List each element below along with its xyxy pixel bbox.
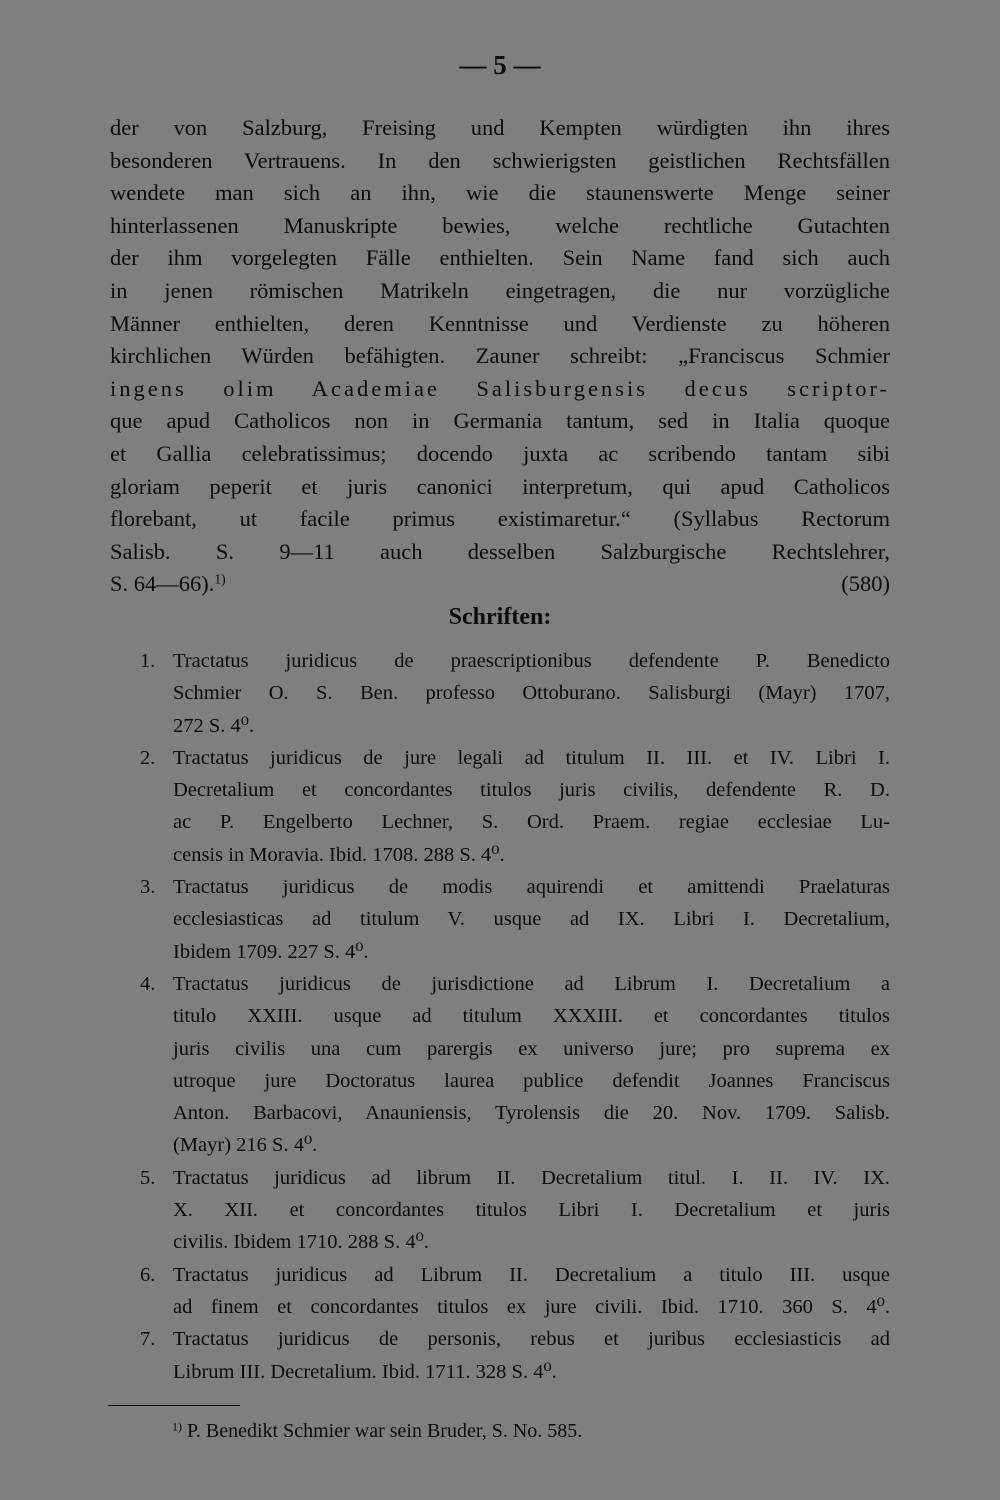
list-item (140, 645, 890, 742)
page-number: — 5 — (459, 50, 541, 80)
text-line: gloriam peperit et juris canonici interpretum, qui apud Catholicos (110, 473, 890, 499)
section-heading: Schriften: (448, 604, 552, 630)
entry-number: (580) (841, 571, 890, 597)
item-line: Tractatus juridicus de modis aquirendi et amittendi Praelaturas (173, 876, 890, 899)
text-line: et Gallia celebratissimus; docendo juxta ac scribendo tantam sibi (110, 440, 890, 466)
writings-list (140, 645, 890, 1388)
text-line: Salisb. S. 9—11 auch desselben Salzburgische Rechtslehrer, (110, 538, 890, 564)
item-line: 272 S. 4⁰. (173, 714, 255, 737)
item-line: Anton. Barbacovi, Anauniensis, Tyrolensis die 20. Nov. 1709. Salisb. (173, 1102, 890, 1125)
item-line: Librum III. Decretalium. Ibid. 1711. 328 S. 4⁰. (173, 1360, 557, 1383)
item-number: 4. (140, 972, 156, 995)
text-line: wendete man sich an ihn, wie die staunenswerte Menge seiner (110, 180, 890, 206)
item-number: 2. (140, 746, 156, 769)
item-line: titulo XXIII. usque ad titulum XXXIII. et concordantes titulos (173, 1005, 890, 1028)
text-line: Männer enthielten, deren Kenntnisse und Verdienste zu höheren (110, 310, 890, 336)
item-line: Tractatus juridicus de personis, rebus et juribus ecclesiasticis ad (173, 1328, 890, 1351)
item-number: 5. (140, 1166, 156, 1189)
item-line: X. XII. et concordantes titulos Libri I. Decretalium et juris (173, 1199, 890, 1222)
item-line: Decretalium et concordantes titulos juris civilis, defendente R. D. (173, 779, 890, 802)
body-paragraph (110, 112, 890, 601)
item-line: Tractatus juridicus de jurisdictione ad Librum I. Decretalium a (173, 972, 890, 995)
item-line: Tractatus juridicus ad librum II. Decretalium titul. I. II. IV. IX. (173, 1166, 890, 1189)
item-line: ecclesiasticas ad titulum V. usque ad IX. Libri I. Decretalium, (173, 908, 890, 931)
text-line: besonderen Vertrauens. In den schwierigsten geistlichen Rechtsfällen (110, 147, 890, 173)
item-line: Ibidem 1709. 227 S. 4⁰. (173, 940, 369, 963)
item-line: ad finem et concordantes titulos ex jure civili. Ibid. 1710. 360 S. 4⁰. (173, 1295, 890, 1318)
item-line: (Mayr) 216 S. 4⁰. (173, 1134, 318, 1157)
text-line-last (110, 568, 890, 601)
item-line: ac P. Engelberto Lechner, S. Ord. Praem. regiae ecclesiae Lu- (173, 811, 890, 834)
item-number: 1. (140, 650, 156, 672)
text-line: kirchlichen Würden befähigten. Zauner schreibt: „Franciscus Schmier (110, 343, 890, 369)
item-line: censis in Moravia. Ibid. 1708. 288 S. 4⁰. (173, 843, 505, 866)
item-number: 6. (140, 1263, 156, 1286)
text-line: der ihm vorgelegten Fälle enthielten. Sein Name fand sich auch (110, 245, 890, 271)
footnote-text: P. Benedikt Schmier war sein Bruder, S. No. 585. (182, 1420, 583, 1442)
item-line: utroque jure Doctoratus laurea publice defendit Joannes Franciscus (173, 1069, 890, 1092)
list-item (140, 871, 890, 968)
list-item (140, 1323, 890, 1388)
list-item (140, 1162, 890, 1259)
footnote-ref: 1) (214, 571, 226, 587)
list-item (140, 968, 890, 1162)
text-line: hinterlassenen Manuskripte bewies, welche rechtliche Gutachten (110, 212, 890, 238)
item-line: juris civilis una cum parergis ex universo jure; pro suprema ex (173, 1037, 890, 1060)
item-line: Tractatus juridicus ad Librum II. Decretalium a titulo III. usque (173, 1263, 890, 1286)
item-number: 3. (140, 876, 156, 899)
footnote (172, 1416, 582, 1446)
text-line: florebant, ut facile primus existimaretur.“ (Syllabus Rectorum (110, 506, 890, 532)
text-line: der von Salzburg, Freising und Kempten würdigten ihn ihres (110, 115, 890, 140)
item-line: civilis. Ibidem 1710. 288 S. 4⁰. (173, 1231, 429, 1254)
item-line: Schmier O. S. Ben. professo Ottoburano. Salisburgi (Mayr) 1707, (173, 682, 890, 705)
text-line: ingens olim Academiae Salisburgensis decus scriptor- (110, 375, 890, 401)
page-reference: S. 64—66).$^{1)}$ (110, 571, 226, 597)
item-line: Tractatus juridicus de jure legali ad titulum II. III. et IV. Libri I. (173, 746, 890, 769)
footnote-rule (108, 1405, 240, 1406)
item-line: Tractatus juridicus de praescriptionibus defendente P. Benedicto (173, 650, 890, 672)
list-item (140, 742, 890, 871)
text-line: in jenen römischen Matrikeln eingetragen, die nur vorzügliche (110, 277, 890, 303)
item-number: 7. (140, 1328, 156, 1351)
text-line: que apud Catholicos non in Germania tantum, sed in Italia quoque (110, 408, 890, 434)
list-item (140, 1259, 890, 1324)
footnote-marker: 1) (172, 1419, 182, 1434)
